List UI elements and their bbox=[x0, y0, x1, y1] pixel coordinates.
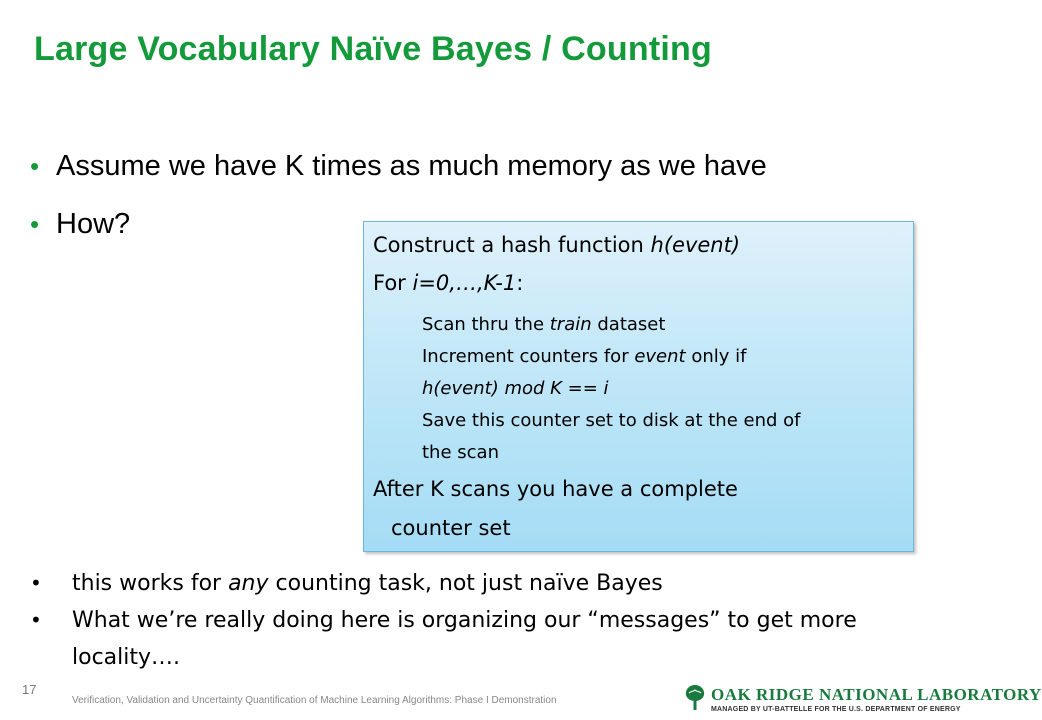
box-text-italic: train bbox=[549, 314, 592, 335]
box-text: For bbox=[373, 271, 413, 295]
footnote-list bbox=[30, 565, 930, 676]
footnote-item bbox=[30, 565, 930, 602]
box-line: Save this counter set to disk at the end of bbox=[422, 410, 801, 431]
box-line bbox=[422, 346, 746, 367]
box-text-italic: h(event) bbox=[650, 233, 741, 257]
ornl-logo bbox=[683, 684, 1042, 716]
bullet-marker: • bbox=[30, 151, 40, 181]
box-line: counter set bbox=[391, 516, 511, 540]
bullet-text: How? bbox=[56, 208, 131, 240]
box-line: h(event) mod K == i bbox=[422, 378, 609, 399]
box-text: dataset bbox=[591, 314, 666, 335]
bullet-text: Assume we have K times as much memory as we have bbox=[56, 150, 767, 182]
logo-name: OAK RIDGE NATIONAL LABORATORY bbox=[711, 685, 1042, 704]
algorithm-box bbox=[363, 221, 914, 552]
footnote-text: What we’re really doing here is organizing our “messages” to get more locality…. bbox=[72, 608, 857, 670]
logo-tagline: MANAGED BY UT-BATTELLE FOR THE U.S. DEPARTMENT OF ENERGY bbox=[711, 706, 961, 713]
slide-title: Large Vocabulary Naïve Bayes / Counting bbox=[34, 30, 712, 68]
box-text: Construct a hash function bbox=[373, 233, 651, 257]
box-text: Increment counters for bbox=[422, 346, 635, 367]
oak-tree-icon bbox=[683, 684, 707, 712]
footnote-text-italic: any bbox=[228, 571, 269, 596]
box-line bbox=[373, 233, 740, 257]
footnote-text: counting task, not just naïve Bayes bbox=[268, 571, 663, 596]
box-line bbox=[422, 314, 665, 335]
footnote-item bbox=[30, 602, 930, 676]
box-text: only if bbox=[685, 346, 747, 367]
box-line: the scan bbox=[422, 442, 499, 463]
bullet-marker: • bbox=[30, 571, 42, 595]
box-line: After K scans you have a complete bbox=[373, 477, 738, 501]
footnote-text: this works for bbox=[72, 571, 229, 596]
box-text-italic: event bbox=[634, 346, 686, 367]
box-line bbox=[373, 271, 523, 295]
footer-text: Verification, Validation and Uncertainty Quantification of Machine Learning Algorithms: Phase I Demonstration bbox=[72, 695, 557, 706]
box-text-italic: i=0,…,K-1 bbox=[412, 271, 517, 295]
box-text: : bbox=[516, 271, 524, 295]
bullet-marker: • bbox=[30, 608, 42, 632]
bullet-item bbox=[30, 145, 850, 187]
box-text: Scan thru the bbox=[422, 314, 550, 335]
page-number: 17 bbox=[22, 682, 37, 697]
bullet-marker: • bbox=[30, 209, 40, 239]
